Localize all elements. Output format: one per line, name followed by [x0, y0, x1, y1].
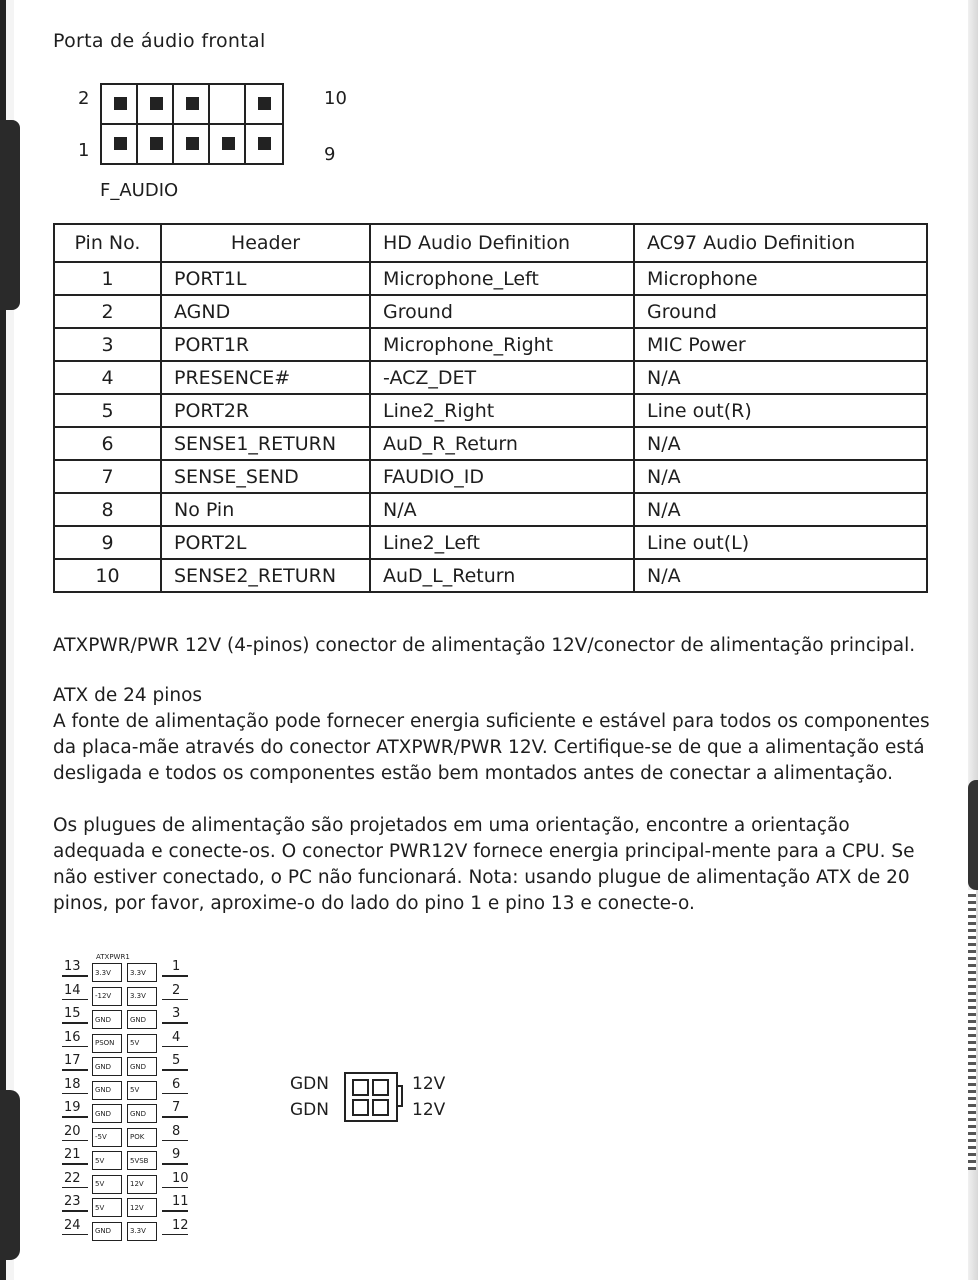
cell-hd-audio: Line2_Right [370, 394, 634, 427]
atx-leader-line-left [62, 1163, 88, 1165]
pwr-label-top-left: GDN [290, 1074, 329, 1094]
pwr-label-top-right: 12V [412, 1074, 446, 1094]
paragraph-orientation-note: Os plugues de alimentação são projetados em uma orientação, encontre a orientação adequada e conecte-os. O conector PWR12V fornece energia principal-mente para a CPU. Se não estiver conectado, o PC não funcionará. Nota: usando plugue de alimentação ATX de 20 pinos, por favor, aproxime-o do lado do pino 1 e pino 13 e conecte-o. [53, 815, 915, 914]
table-row [54, 460, 927, 493]
cell-ac97-audio: N/A [634, 460, 927, 493]
frame-tab-right [968, 780, 978, 890]
atx-pin-left: 5V [92, 1198, 122, 1217]
atx-leader-line-left [62, 1093, 88, 1095]
pwr-pin [352, 1099, 369, 1116]
f-audio-header-diagram [74, 78, 374, 178]
pin-label-10: 10 [324, 88, 347, 109]
atx-pin-number-right: 3 [172, 1006, 181, 1021]
atx-pin-left: 5V [92, 1175, 122, 1194]
cell-header: SENSE2_RETURN [161, 559, 370, 592]
pwr-connector-body [344, 1072, 398, 1122]
atx-leader-line-left [62, 999, 88, 1001]
atx-leader-line-left [62, 1234, 88, 1236]
frame-zigzag-right [968, 890, 976, 1170]
atx-pin-right: 5V [127, 1081, 157, 1100]
atx-leader-line-left [62, 975, 88, 977]
atx-leader-line-right [162, 1069, 188, 1071]
atx-pin-number-right: 9 [172, 1147, 181, 1162]
cell-pin-no: 8 [54, 493, 161, 526]
cell-pin-no: 4 [54, 361, 161, 394]
cell-hd-audio: -ACZ_DET [370, 361, 634, 394]
table-header-row [54, 224, 927, 262]
cell-header: AGND [161, 295, 370, 328]
table-row [54, 493, 927, 526]
atx-pin-number-left: 19 [64, 1100, 81, 1115]
pin-1 [102, 125, 138, 163]
atx-pin-left: -5V [92, 1128, 122, 1147]
cell-ac97-audio: Line out(L) [634, 526, 927, 559]
atx-leader-line-left [62, 1187, 88, 1189]
cell-pin-no: 6 [54, 427, 161, 460]
pwr-label-bottom-right: 12V [412, 1100, 446, 1120]
atx-pin-right: POK [127, 1128, 157, 1147]
atx-pin-right: 3.3V [127, 1222, 157, 1241]
col-header-ac97-audio: AC97 Audio Definition [634, 224, 927, 262]
table-row [54, 328, 927, 361]
atx-pin-right: 12V [127, 1198, 157, 1217]
pwr-label-bottom-left: GDN [290, 1100, 329, 1120]
atx-pin-number-right: 11 [172, 1194, 189, 1209]
pin-4 [138, 85, 174, 123]
atx-pin-right: GND [127, 1057, 157, 1076]
atx-leader-line-left [62, 1022, 88, 1024]
pin-3 [138, 125, 174, 163]
pwr-connector-latch [397, 1085, 403, 1107]
atx-leader-line-right [162, 1093, 188, 1095]
col-header-header: Header [161, 224, 370, 262]
atx-pin-left: -12V [92, 987, 122, 1006]
atx-pin-number-right: 6 [172, 1076, 181, 1092]
pin-label-1: 1 [78, 140, 90, 161]
atx-pin-number-right: 1 [172, 959, 181, 974]
cell-hd-audio: FAUDIO_ID [370, 460, 634, 493]
atx-leader-line-right [162, 1046, 188, 1048]
pin-row-top [100, 83, 284, 125]
pin-2 [102, 85, 138, 123]
pwr-pin [372, 1099, 389, 1116]
atx-24pin-diagram [62, 950, 202, 1250]
cell-header: SENSE1_RETURN [161, 427, 370, 460]
cell-pin-no: 2 [54, 295, 161, 328]
cell-hd-audio: Microphone_Left [370, 262, 634, 295]
pin-8-empty [210, 85, 246, 123]
cell-ac97-audio: N/A [634, 427, 927, 460]
atx-pin-number-right: 2 [172, 982, 181, 998]
atx-pin-right: 5V [127, 1034, 157, 1053]
atx-leader-line-right [162, 975, 188, 977]
table-row [54, 427, 927, 460]
atx-pin-left: GND [92, 1057, 122, 1076]
cell-ac97-audio: Microphone [634, 262, 927, 295]
audio-pin-table [53, 223, 928, 593]
pin-10 [246, 85, 282, 123]
atx-leader-line-left [62, 1069, 88, 1071]
paragraph-power-supply: A fonte de alimentação pode fornecer energia suficiente e estável para todos os componentes da placa-mãe através do conector ATXPWR/PWR 12V. Certifique-se de que a alimentação está desligada e todos os componentes estão bem montados antes de conectar a alimentação. [53, 711, 930, 784]
pin-5 [174, 125, 210, 163]
atx-pin-number-right: 12 [172, 1217, 189, 1233]
atx-pin-number-left: 16 [64, 1029, 81, 1045]
cell-ac97-audio: N/A [634, 361, 927, 394]
atx-pin-left: 5V [92, 1151, 122, 1170]
cell-hd-audio: AuD_L_Return [370, 559, 634, 592]
frame-tab-left-top [0, 120, 20, 310]
cell-hd-audio: Line2_Left [370, 526, 634, 559]
pin-7 [210, 125, 246, 163]
cell-header: PRESENCE# [161, 361, 370, 394]
paragraph-atx-24: ATX de 24 pinos [53, 685, 203, 706]
cell-hd-audio: Ground [370, 295, 634, 328]
atx-leader-line-right [162, 1140, 188, 1142]
atx-pin-number-left: 23 [64, 1194, 81, 1209]
f-audio-label: F_AUDIO [100, 180, 179, 201]
atx-leader-line-left [62, 1210, 88, 1212]
atx-pin-left: GND [92, 1081, 122, 1100]
section-title: Porta de áudio frontal [53, 30, 266, 52]
atx-pin-number-left: 13 [64, 959, 81, 974]
cell-header: PORT2L [161, 526, 370, 559]
paragraph-connector-intro: ATXPWR/PWR 12V (4-pinos) conector de alimentação 12V/conector de alimentação principal. [53, 635, 916, 656]
atx-pin-number-left: 17 [64, 1053, 81, 1068]
atx-leader-line-right [162, 1022, 188, 1024]
table-row [54, 361, 927, 394]
pin-6 [174, 85, 210, 123]
table-row [54, 394, 927, 427]
atx-leader-line-right [162, 1210, 188, 1212]
atx-pin-right: GND [127, 1010, 157, 1029]
pin-label-9: 9 [324, 144, 336, 165]
atx-pin-number-left: 18 [64, 1076, 81, 1092]
cell-pin-no: 1 [54, 262, 161, 295]
atx-pin-number-left: 24 [64, 1217, 81, 1233]
pin-label-2: 2 [78, 88, 90, 109]
pin-row-bottom [100, 123, 284, 165]
atx-leader-line-right [162, 1234, 188, 1236]
table-row [54, 262, 927, 295]
atx-pin-number-right: 5 [172, 1053, 181, 1068]
cell-header: PORT2R [161, 394, 370, 427]
table-row [54, 559, 927, 592]
cell-hd-audio: Microphone_Right [370, 328, 634, 361]
col-header-pin-no: Pin No. [54, 224, 161, 262]
atx-pin-right: 3.3V [127, 963, 157, 982]
cell-header: PORT1L [161, 262, 370, 295]
cell-pin-no: 3 [54, 328, 161, 361]
pin-9 [246, 125, 282, 163]
cell-ac97-audio: N/A [634, 493, 927, 526]
atx-pin-number-right: 7 [172, 1100, 181, 1115]
cell-hd-audio: AuD_R_Return [370, 427, 634, 460]
cell-header: SENSE_SEND [161, 460, 370, 493]
cell-ac97-audio: N/A [634, 559, 927, 592]
atx-leader-line-right [162, 999, 188, 1001]
cell-pin-no: 9 [54, 526, 161, 559]
table-row [54, 295, 927, 328]
atx-pin-left: PSON [92, 1034, 122, 1053]
atx-pin-right: 5VSB [127, 1151, 157, 1170]
pwr-12v-4pin-diagram [290, 1070, 470, 1130]
atx-pin-left: 3.3V [92, 963, 122, 982]
col-header-hd-audio: HD Audio Definition [370, 224, 634, 262]
cell-header: PORT1R [161, 328, 370, 361]
atx-pin-number-right: 4 [172, 1029, 181, 1045]
table-row [54, 526, 927, 559]
atx-pin-number-right: 8 [172, 1123, 181, 1139]
atx-leader-line-left [62, 1140, 88, 1142]
atx-pin-number-left: 20 [64, 1123, 81, 1139]
atx-leader-line-left [62, 1046, 88, 1048]
cell-pin-no: 10 [54, 559, 161, 592]
atx-pin-right: 3.3V [127, 987, 157, 1006]
cell-header: No Pin [161, 493, 370, 526]
cell-pin-no: 7 [54, 460, 161, 493]
atx-pin-left: GND [92, 1104, 122, 1123]
cell-hd-audio: N/A [370, 493, 634, 526]
pwr-pin [372, 1079, 389, 1096]
atx-pin-number-left: 14 [64, 982, 81, 998]
cell-ac97-audio: MIC Power [634, 328, 927, 361]
atx-leader-line-left [62, 1116, 88, 1118]
pwr-pin [352, 1079, 369, 1096]
atx-pin-number-right: 10 [172, 1170, 189, 1186]
frame-tab-left-bottom [0, 1090, 20, 1260]
atx-leader-line-right [162, 1187, 188, 1189]
atx-pin-number-left: 22 [64, 1170, 81, 1186]
atx-pin-number-left: 15 [64, 1006, 81, 1021]
cell-pin-no: 5 [54, 394, 161, 427]
atx-pin-right: 12V [127, 1175, 157, 1194]
atx-pin-number-left: 21 [64, 1147, 81, 1162]
atx-pin-right: GND [127, 1104, 157, 1123]
cell-ac97-audio: Ground [634, 295, 927, 328]
atx-title: ATXPWR1 [96, 953, 130, 961]
atx-leader-line-right [162, 1163, 188, 1165]
atx-pin-left: GND [92, 1222, 122, 1241]
cell-ac97-audio: Line out(R) [634, 394, 927, 427]
atx-pin-left: GND [92, 1010, 122, 1029]
atx-leader-line-right [162, 1116, 188, 1118]
